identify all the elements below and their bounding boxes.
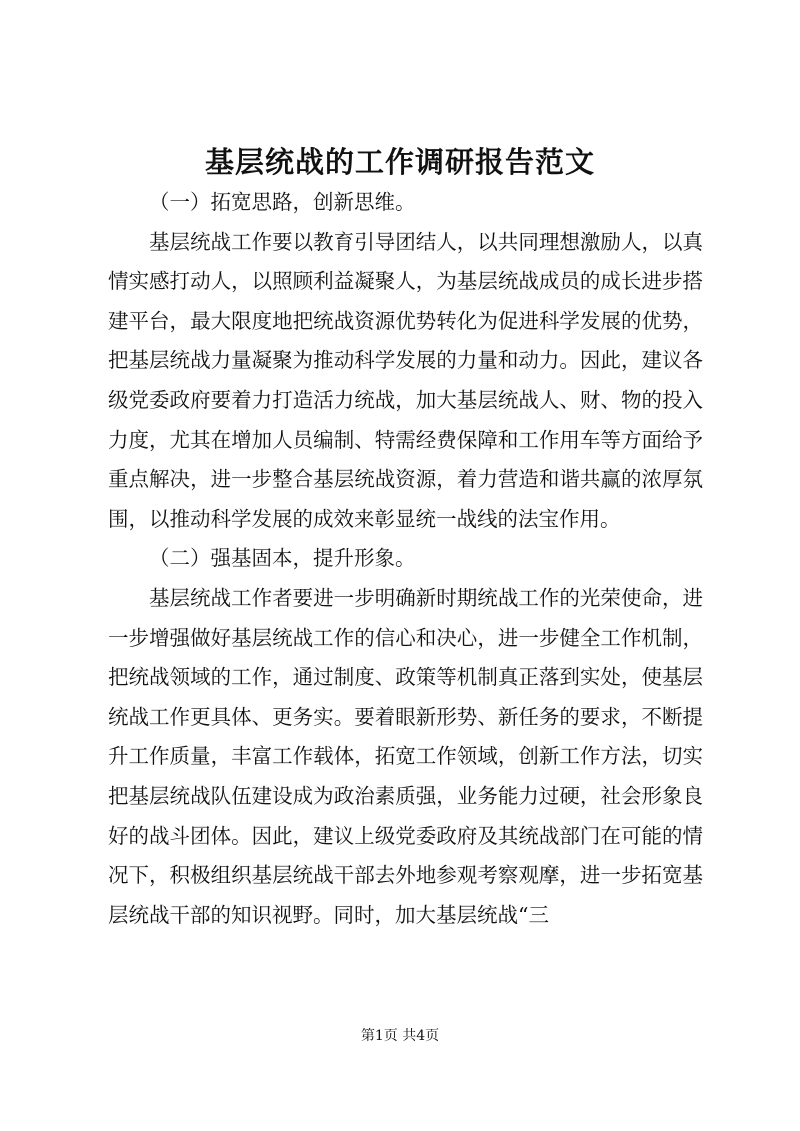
- document-title: 基层统战的工作调研报告范文: [204, 145, 595, 179]
- body-paragraph: 基层统战工作要以教育引导团结人，以共同理想激励人，以真情实感打动人，以照顾利益凝聚人，为基层统战成员的成长进步搭建平台，最大限度地把统战资源优势转化为促进科学发展的优势，把基层统战力量凝聚为推动科学发展的力量和动力。因此，建议各级党委政府要着力打造活力统战，加大基层统战人、财、物的投入力度，尤其在增加人员编制、特需经费保障和工作用车等方面给予重点解决，进一步整合基层统战资源，着力营造和谐共赢的浓厚氛围，以推动科学发展的成效来彰显统一战线的法宝作用。: [108, 229, 703, 531]
- section-heading: （二）强基固本，提升形象。: [149, 546, 416, 571]
- section-heading: （一）拓宽思路，创新思维。: [149, 190, 416, 214]
- body-paragraph: 基层统战工作者要进一步明确新时期统战工作的光荣使命，进一步增强做好基层统战工作的信心和决心，进一步健全工作机制，把统战领域的工作，通过制度、政策等机制真正落到实处，使基层统战工作更具体、更务实。要着眼新形势、新任务的要求，不断提升工作质量，丰富工作载体，拓宽工作领域，创新工作方法，切实把基层统战队伍建设成为政治素质强，业务能力过硬，社会形象良好的战斗团体。因此，建议上级党委政府及其统战部门在可能的情况下，积极组织基层统战干部去外地参观考察观摩，进一步拓宽基层统战干部的知识视野。同时，加大基层统战“三: [108, 585, 703, 927]
- page-footer: 第1页 共4页: [360, 1028, 440, 1044]
- document-body: [108, 183, 703, 935]
